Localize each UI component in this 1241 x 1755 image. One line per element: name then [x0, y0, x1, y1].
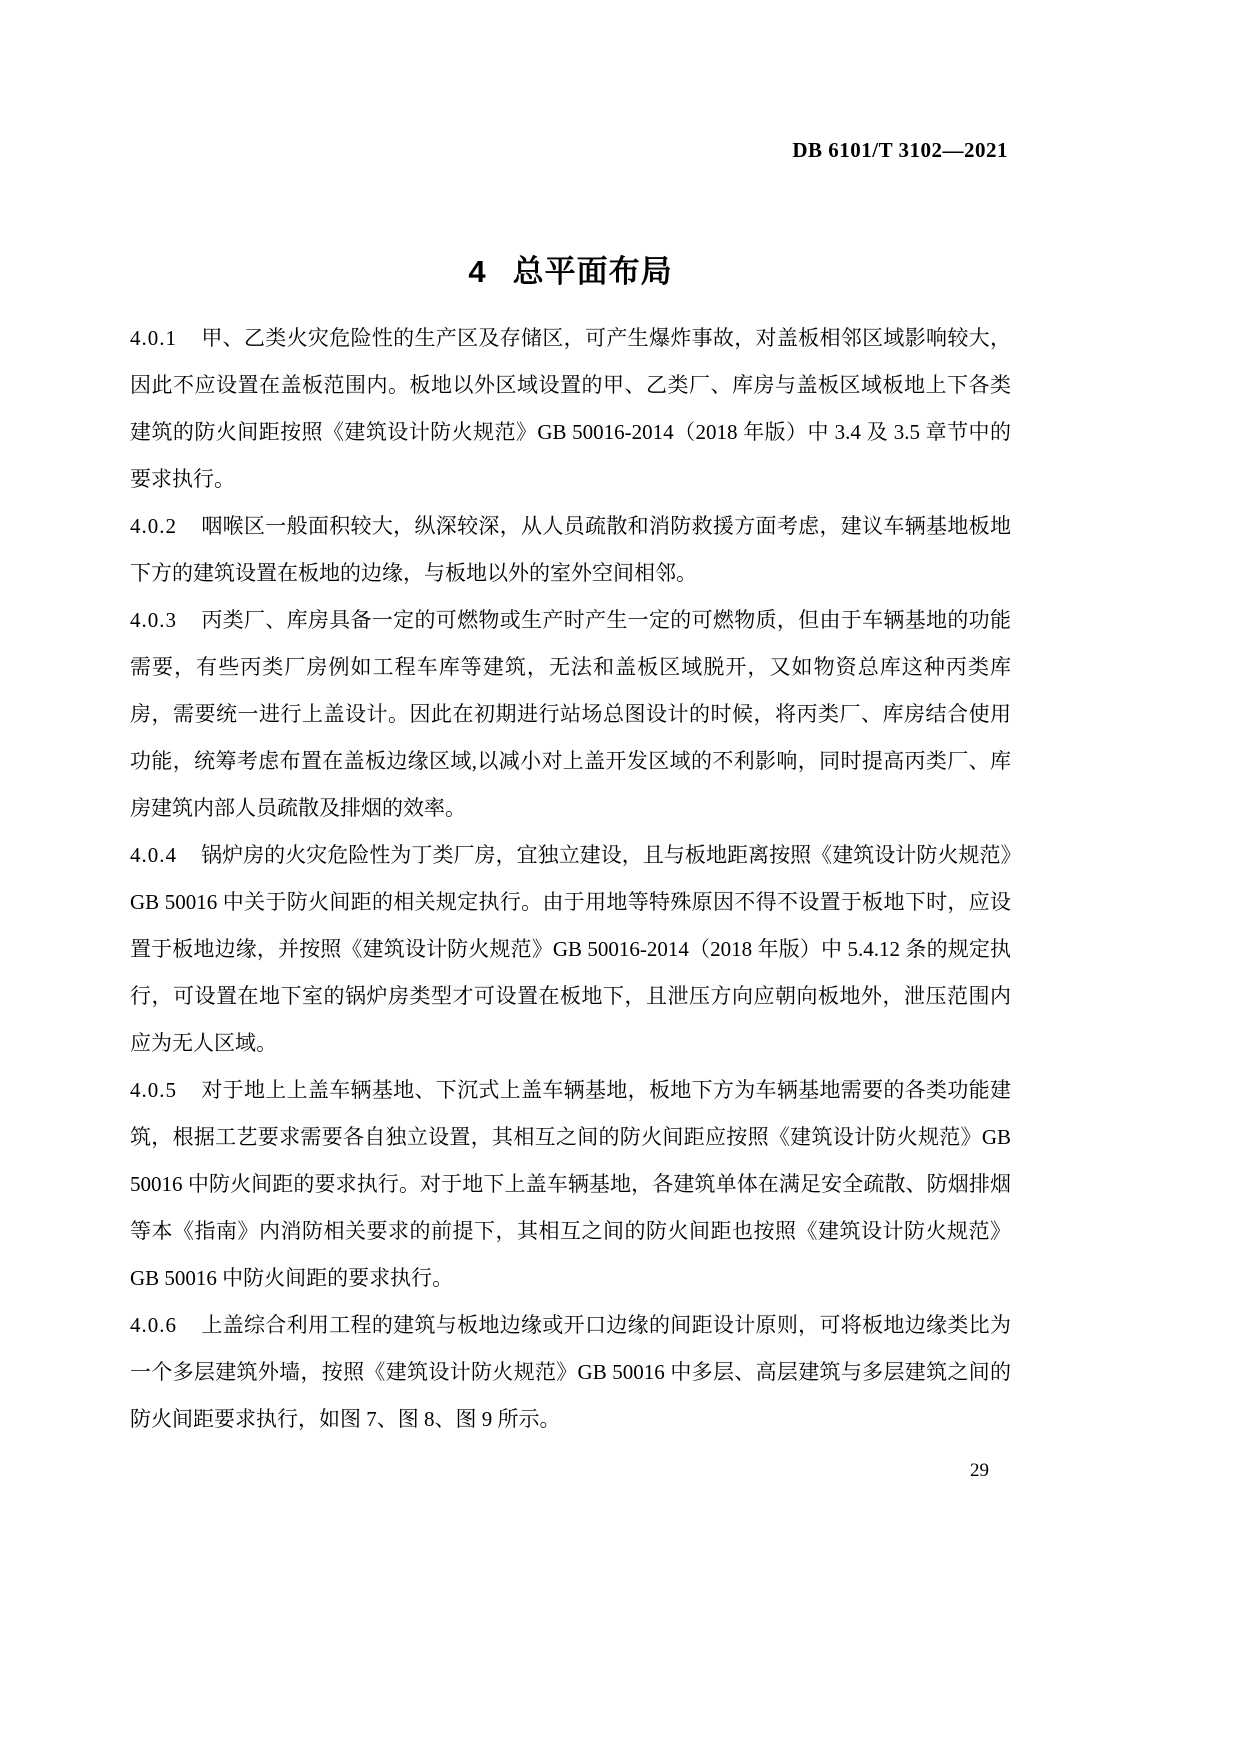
clause-4-0-5 — [130, 1067, 1011, 1302]
clause-text: 锅炉房的火灾危险性为丁类厂房，宜独立建设，且与板地距离按照《建筑设计防火规范》GB 50016 中关于防火间距的相关规定执行。由于用地等特殊原因不得不设置于板地下时，应设置于板地边缘，并按照《建筑设计防火规范》GB 50016-2014（2018 年版）中 5.4.12 条的规定执行，可设置在地下室的锅炉房类型才可设置在板地下，且泄压方向应朝向板地外，泄压范围内应为无人区域。 — [130, 843, 1011, 1055]
clause-number: 4.0.1 — [130, 326, 177, 350]
clause-number: 4.0.2 — [130, 514, 177, 538]
chapter-name: 总平面布局 — [512, 254, 673, 289]
clause-4-0-3 — [130, 597, 1011, 832]
clause-text: 咽喉区一般面积较大，纵深较深，从人员疏散和消防救援方面考虑，建议车辆基地板地下方的建筑设置在板地的边缘，与板地以外的室外空间相邻。 — [130, 514, 1011, 585]
clause-4-0-2 — [130, 503, 1011, 597]
clause-4-0-6 — [130, 1302, 1011, 1443]
clause-text: 对于地上上盖车辆基地、下沉式上盖车辆基地，板地下方为车辆基地需要的各类功能建筑，根据工艺要求需要各自独立设置，其相互之间的防火间距应按照《建筑设计防火规范》GB 50016 中防火间距的要求执行。对于地下上盖车辆基地，各建筑单体在满足安全疏散、防烟排烟等本《指南》内消防相关要求的前提下，其相互之间的防火间距也按照《建筑设计防火规范》GB 50016 中防火间距的要求执行。 — [130, 1078, 1011, 1290]
standard-code: DB 6101/T 3102—2021 — [792, 138, 1008, 162]
clause-4-0-1 — [130, 315, 1011, 503]
clause-4-0-4 — [130, 832, 1011, 1067]
document-body — [130, 315, 1011, 1443]
chapter-number: 4 — [468, 254, 487, 289]
chapter-title — [130, 246, 1011, 291]
clause-text: 上盖综合利用工程的建筑与板地边缘或开口边缘的间距设计原则，可将板地边缘类比为一个多层建筑外墙，按照《建筑设计防火规范》GB 50016 中多层、高层建筑与多层建筑之间的防火间距要求执行，如图 7、图 8、图 9 所示。 — [130, 1313, 1011, 1431]
page-number: 29 — [970, 1460, 989, 1481]
clause-number: 4.0.3 — [130, 608, 177, 632]
clause-text: 甲、乙类火灾危险性的生产区及存储区，可产生爆炸事故，对盖板相邻区域影响较大，因此不应设置在盖板范围内。板地以外区域设置的甲、乙类厂、库房与盖板区域板地上下各类建筑的防火间距按照《建筑设计防火规范》GB 50016-2014（2018 年版）中 3.4 及 3.5 章节中的要求执行。 — [130, 326, 1011, 491]
clause-number: 4.0.4 — [130, 843, 177, 867]
clause-number: 4.0.6 — [130, 1313, 177, 1337]
clause-number: 4.0.5 — [130, 1078, 177, 1102]
clause-text: 丙类厂、库房具备一定的可燃物或生产时产生一定的可燃物质，但由于车辆基地的功能需要，有些丙类厂房例如工程车库等建筑，无法和盖板区域脱开，又如物资总库这种丙类库房，需要统一进行上盖设计。因此在初期进行站场总图设计的时候，将丙类厂、库房结合使用功能，统筹考虑布置在盖板边缘区域,以减小对上盖开发区域的不利影响，同时提高丙类厂、库房建筑内部人员疏散及排烟的效率。 — [130, 608, 1011, 820]
